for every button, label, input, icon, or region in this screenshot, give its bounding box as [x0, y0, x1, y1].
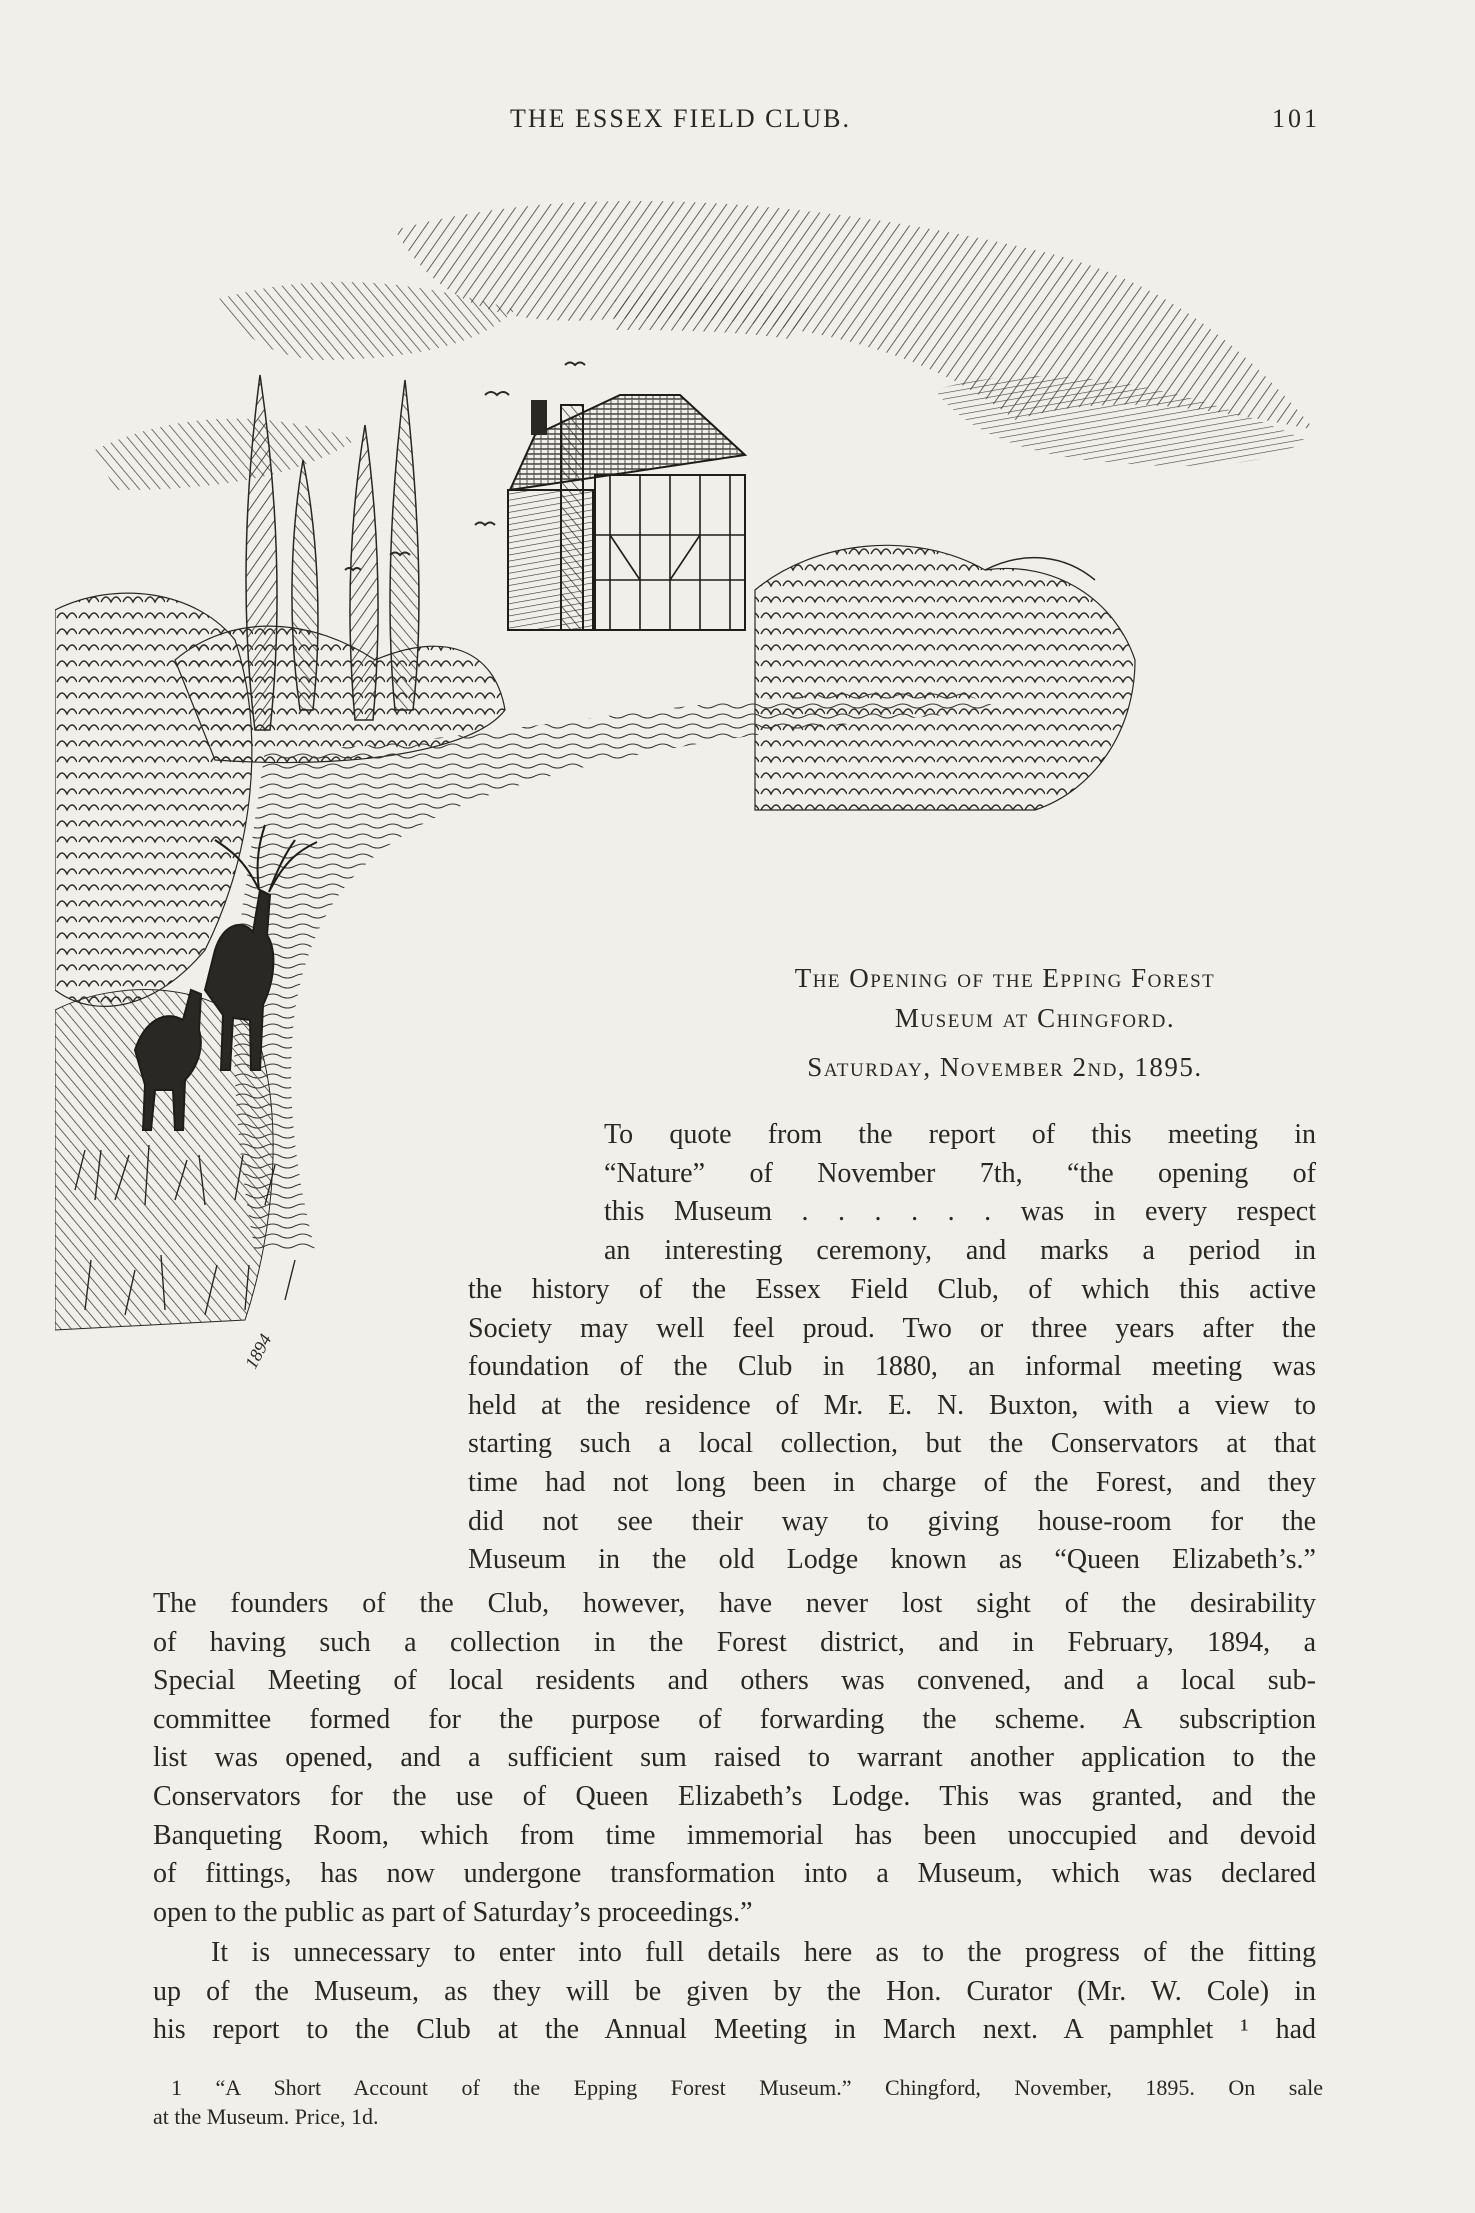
text-line: Special Meeting of local residents and others was convened, and a local sub-	[153, 1665, 1316, 1697]
page-number: 101	[1272, 104, 1320, 133]
paragraph-2	[153, 1934, 1316, 2050]
article-title	[690, 958, 1320, 1038]
text-line: the history of the Essex Field Club, of which this active	[468, 1274, 1316, 1305]
paragraph-1-full	[153, 1585, 1316, 1932]
text-line: up of the Museum, as they will be given by the Hon. Curator (Mr. W. Cole) in	[153, 1975, 1316, 2007]
text-line: of fittings, has now undergone transformation into a Museum, which was declared	[153, 1858, 1316, 1890]
text-line: starting such a local collection, but the Conservators at that	[468, 1428, 1316, 1460]
right-woodland	[755, 545, 1135, 810]
footnote-line1: 1 “A Short Account of the Epping Forest Museum.” Chingford, November, 1895. On sale	[171, 2075, 1323, 2100]
article-date	[690, 1052, 1320, 1083]
text-line: “Nature” of November 7th, “the opening of	[604, 1157, 1316, 1189]
footnote	[153, 2073, 1323, 2131]
text-line: this Museum . . . . . . was in every respect	[604, 1196, 1316, 1228]
text-line: The founders of the Club, however, have never lost sight of the desirability	[153, 1588, 1316, 1619]
paragraph-1-narrow	[604, 1116, 1316, 1270]
text-line: Banqueting Room, which from time immemorial has been unoccupied and devoid	[153, 1819, 1316, 1851]
text-line: of having such a collection in the Forest district, and in February, 1894, a	[153, 1626, 1316, 1658]
artist-signature: 1894	[240, 1330, 276, 1372]
text-line: list was opened, and a sufficient sum raised to warrant another application to the	[153, 1742, 1316, 1774]
text-line: held at the residence of Mr. E. N. Buxton, with a view to	[468, 1389, 1316, 1421]
text-line: time had not long been in charge of the Forest, and they	[468, 1466, 1316, 1498]
text-line: an interesting ceremony, and marks a period in	[604, 1234, 1316, 1266]
text-line: his report to the Club at the Annual Meeting in March next. A pamphlet ¹ had	[153, 2014, 1316, 2046]
text-line: open to the public as part of Saturday’s proceedings.”	[153, 1896, 753, 1928]
article-title-line2: Museum at Chingford.	[894, 1003, 1176, 1033]
text-line: Society may well feel proud. Two or three years after the	[468, 1312, 1316, 1344]
lodge-building	[508, 395, 745, 630]
text-line: foundation of the Club in 1880, an informal meeting was	[468, 1351, 1316, 1383]
text-line: committee formed for the purpose of forwarding the scheme. A subscription	[153, 1703, 1316, 1735]
text-line: To quote from the report of this meeting in	[604, 1119, 1316, 1150]
article-title-line1: The Opening of the Epping Forest	[794, 963, 1216, 993]
paragraph-1-wider	[468, 1271, 1316, 1580]
text-line: did not see their way to giving house-room for the	[468, 1505, 1316, 1537]
text-line: It is unnecessary to enter into full details here as to the progress of the fitting	[211, 1937, 1316, 1968]
running-title: THE ESSEX FIELD CLUB.	[510, 104, 851, 133]
article-date-text: Saturday, November 2nd, 1895.	[807, 1052, 1203, 1082]
text-line: Museum in the old Lodge known as “Queen Elizabeth’s.”	[468, 1544, 1316, 1576]
text-line: Conservators for the use of Queen Elizabeth’s Lodge. This was granted, and the	[153, 1780, 1316, 1812]
running-head	[150, 104, 1320, 144]
footnote-line2: at the Museum. Price, 1d.	[153, 2104, 379, 2129]
